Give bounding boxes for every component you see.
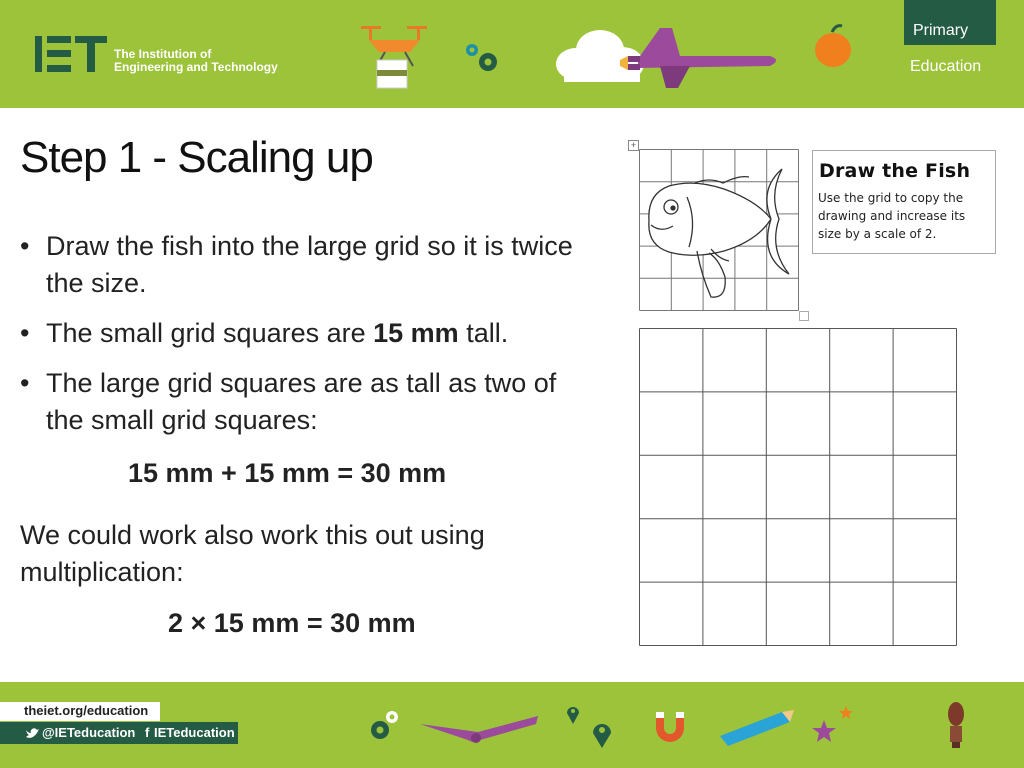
bold-measure: 15 mm <box>373 318 459 348</box>
pencil-icon <box>716 706 796 748</box>
logo-text: The Institution of Engineering and Technology <box>114 47 278 74</box>
apple-icon <box>812 22 854 70</box>
plane-icon <box>418 712 543 752</box>
large-empty-grid <box>639 328 959 648</box>
addition-equation: 15 mm + 15 mm = 30 mm <box>128 458 447 488</box>
move-handle-icon[interactable]: + <box>628 140 639 151</box>
facebook-handle[interactable]: IETeducation <box>154 725 235 740</box>
space-shuttle-icon <box>620 26 785 90</box>
education-label: Education <box>910 58 982 75</box>
bullet-item: • Draw the fish into the large grid so it is twice the size. <box>20 228 590 302</box>
header-bar <box>0 0 1024 108</box>
gears-icon <box>368 708 404 742</box>
primary-badge: Primary <box>904 0 996 45</box>
bullet-item: • The large grid squares are as tall as two of the small grid squares: <box>20 365 590 439</box>
resize-handle-icon[interactable] <box>799 311 809 321</box>
bullet-list <box>20 228 590 452</box>
social-links <box>0 722 238 744</box>
map-pin-icon <box>592 720 612 748</box>
page-title: Step 1 - Scaling up <box>20 133 373 182</box>
bullet-item: • The small grid squares are 15 mm tall. <box>20 315 590 352</box>
facebook-icon: f <box>145 725 150 740</box>
gears-icon <box>462 40 502 76</box>
infobox-body: Use the grid to copy the drawing and increase its size by a scale of 2. <box>818 191 966 241</box>
star-icon <box>812 704 856 744</box>
magnet-icon <box>650 708 690 744</box>
iet-logo-icon <box>35 36 107 72</box>
website-url[interactable]: theiet.org/education <box>0 702 160 721</box>
drone-icon <box>355 18 435 93</box>
infobox-title: Draw the Fish <box>819 160 971 182</box>
twitter-handle[interactable]: @IETeducation <box>42 725 136 740</box>
lightbulb-icon <box>944 700 968 750</box>
draw-the-fish-box <box>812 150 996 254</box>
multiplication-paragraph: We could work also work this out using multiplication: <box>20 520 485 587</box>
small-fish-grid <box>639 149 799 311</box>
multiplication-equation: 2 × 15 mm = 30 mm <box>168 608 416 638</box>
map-pin-icon <box>566 704 580 724</box>
twitter-icon <box>26 727 40 739</box>
